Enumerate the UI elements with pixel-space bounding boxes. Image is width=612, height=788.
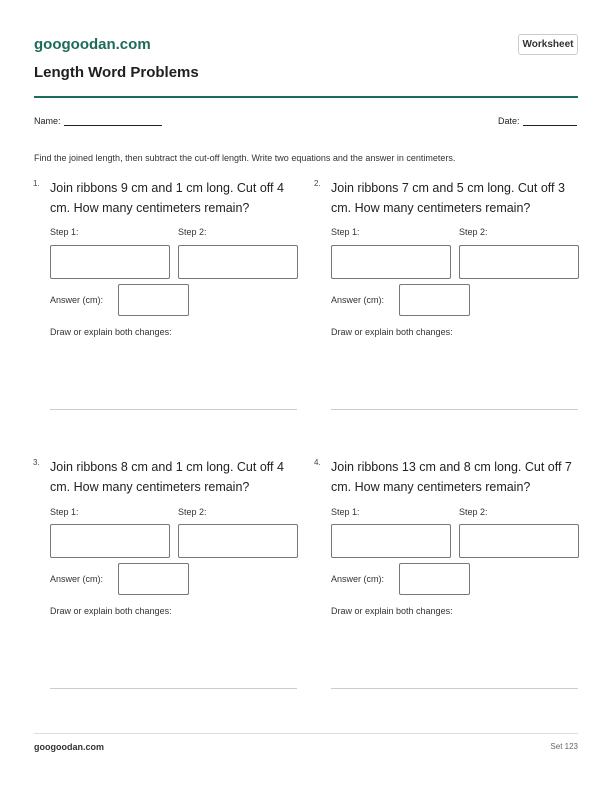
step2-box[interactable] xyxy=(459,524,579,558)
footer-site: googoodan.com xyxy=(34,742,104,752)
date-field[interactable] xyxy=(498,115,577,126)
problem-question: Join ribbons 9 cm and 1 cm long. Cut off 4 cm. How many centimeters remain? xyxy=(50,181,284,215)
work-line xyxy=(331,409,578,410)
worksheet-badge: Worksheet xyxy=(518,34,578,55)
problem-4 xyxy=(314,457,578,717)
step1-label: Step 1: xyxy=(50,227,79,237)
footer-set-number: Set 123 xyxy=(550,742,578,751)
problem-2 xyxy=(314,178,578,438)
step2-label: Step 2: xyxy=(178,227,207,237)
brand-logo-text: googoodan.com xyxy=(34,36,151,53)
problem-3 xyxy=(33,457,297,717)
step1-box[interactable] xyxy=(331,524,451,558)
step2-box[interactable] xyxy=(178,245,298,279)
header-divider xyxy=(34,96,578,98)
step2-label: Step 2: xyxy=(459,227,488,237)
problem-1 xyxy=(33,178,297,438)
problem-number: 2. xyxy=(314,179,321,188)
answer-box[interactable] xyxy=(399,563,470,595)
answer-label: Answer (cm): xyxy=(50,295,104,305)
problem-number: 3. xyxy=(33,458,40,467)
name-field[interactable] xyxy=(34,115,162,126)
draw-label: Draw or explain both changes: xyxy=(331,327,453,337)
step2-label: Step 2: xyxy=(178,507,207,517)
problem-question: Join ribbons 7 cm and 5 cm long. Cut off 3 cm. How many centimeters remain? xyxy=(331,181,565,215)
step1-label: Step 1: xyxy=(50,507,79,517)
step1-box[interactable] xyxy=(50,524,170,558)
problem-question: Join ribbons 8 cm and 1 cm long. Cut off 4 cm. How many centimeters remain? xyxy=(50,460,284,494)
answer-box[interactable] xyxy=(118,563,189,595)
work-line xyxy=(50,409,297,410)
answer-label: Answer (cm): xyxy=(50,574,104,584)
step1-box[interactable] xyxy=(331,245,451,279)
step1-label: Step 1: xyxy=(331,227,360,237)
work-line xyxy=(331,688,578,689)
answer-label: Answer (cm): xyxy=(331,574,385,584)
answer-box[interactable] xyxy=(399,284,470,316)
step2-label: Step 2: xyxy=(459,507,488,517)
instructions: Find the joined length, then subtract the cut-off length. Write two equations and the answer in centimeters. xyxy=(34,153,456,163)
work-line xyxy=(50,688,297,689)
footer-divider xyxy=(34,733,578,734)
page-title: Length Word Problems xyxy=(34,64,199,81)
step1-label: Step 1: xyxy=(331,507,360,517)
name-label: Name: xyxy=(34,116,61,126)
draw-label: Draw or explain both changes: xyxy=(50,327,172,337)
answer-box[interactable] xyxy=(118,284,189,316)
step2-box[interactable] xyxy=(178,524,298,558)
date-line[interactable] xyxy=(523,115,577,126)
step2-box[interactable] xyxy=(459,245,579,279)
problem-number: 1. xyxy=(33,179,40,188)
problem-number: 4. xyxy=(314,458,321,467)
problem-question: Join ribbons 13 cm and 8 cm long. Cut off 7 cm. How many centimeters remain? xyxy=(331,460,572,494)
step1-box[interactable] xyxy=(50,245,170,279)
draw-label: Draw or explain both changes: xyxy=(331,606,453,616)
date-label: Date: xyxy=(498,116,520,126)
name-line[interactable] xyxy=(64,115,162,126)
answer-label: Answer (cm): xyxy=(331,295,385,305)
draw-label: Draw or explain both changes: xyxy=(50,606,172,616)
